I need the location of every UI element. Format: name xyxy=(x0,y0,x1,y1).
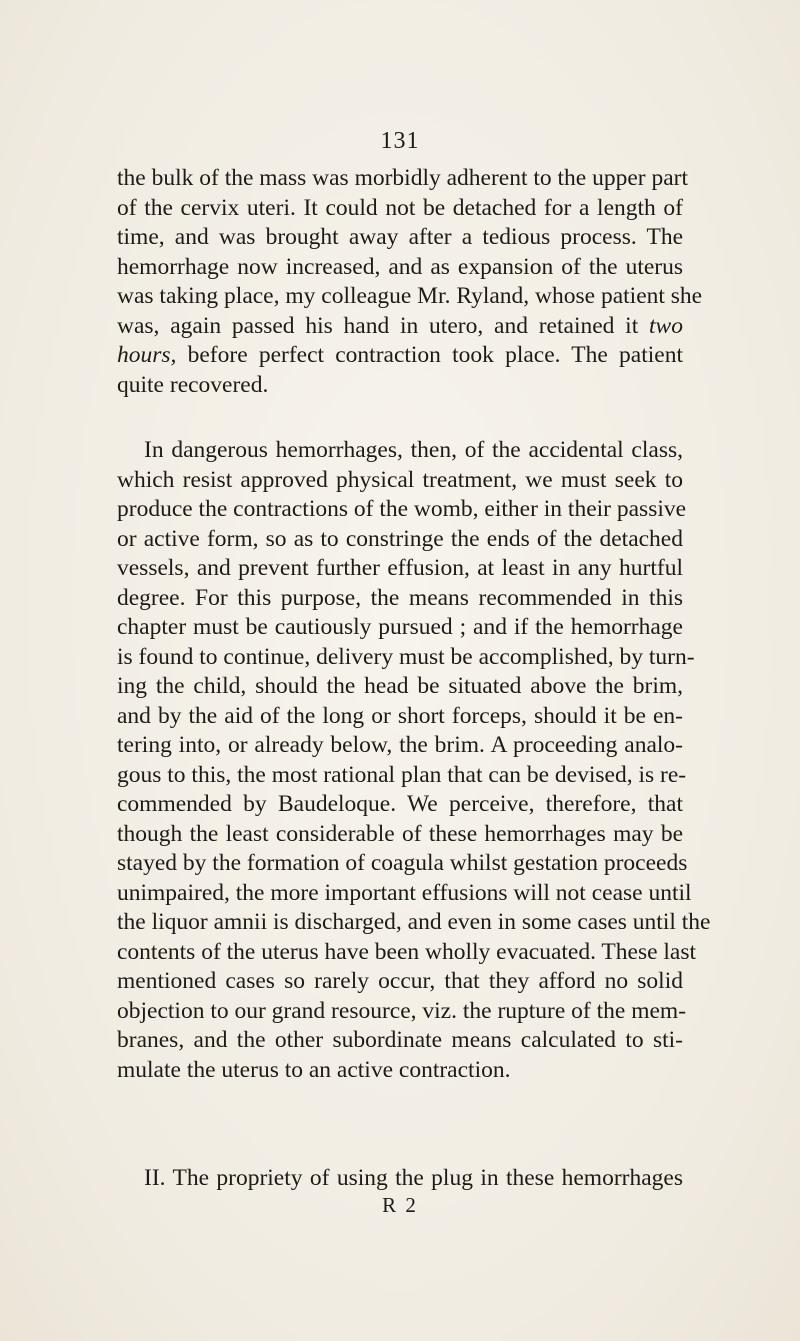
text-line: chapter must be cautiously pursued ; and if the hemorrhage xyxy=(117,614,683,640)
text-line: ing the child, should the head be situated above the brim, xyxy=(117,673,683,699)
text-line: the liquor amnii is discharged, and even in some cases until the xyxy=(117,909,711,935)
paragraph-3 xyxy=(117,1164,683,1194)
text-line: II. The propriety of using the plug in these hemorrhages xyxy=(144,1165,683,1191)
text-line xyxy=(117,341,683,371)
text-line: time, and was brought away after a tedious process. The xyxy=(117,224,683,250)
text-line: mulate the uterus to an active contraction. xyxy=(117,1056,511,1083)
text-line: In dangerous hemorrhages, then, of the accidental class, xyxy=(144,437,683,463)
paragraph-1 xyxy=(117,164,703,400)
text-line: the bulk of the mass was morbidly adherent to the upper part xyxy=(117,165,689,191)
text-line: gous to this, the most rational plan that can be devised, is re- xyxy=(117,761,687,788)
text-line xyxy=(117,312,683,342)
text-line: of the cervix uteri. It could not be detached for a length of xyxy=(117,194,683,221)
page-number: 131 xyxy=(380,128,420,154)
text-line: and by the aid of the long or short forceps, should it be en- xyxy=(117,702,683,729)
text-line: branes, and the other subordinate means calculated to sti- xyxy=(117,1027,683,1053)
text-line: mentioned cases so rarely occur, that they afford no solid xyxy=(117,968,683,994)
paragraph-2 xyxy=(117,436,711,1085)
text-line: was taking place, my colleague Mr. Ryland, whose patient she xyxy=(117,283,703,309)
text-line: objection to our grand resource, viz. the rupture of the mem- xyxy=(117,997,687,1024)
text-line: contents of the uterus have been wholly evacuated. These last xyxy=(117,938,697,965)
text-line: unimpaired, the more important effusions will not cease until xyxy=(117,879,692,906)
text-fragment: before perfect contraction took place. The patient xyxy=(176,342,683,368)
italic-text: two xyxy=(649,312,683,339)
signature-mark: R 2 xyxy=(382,1193,418,1217)
text-line: quite recovered. xyxy=(117,371,269,398)
text-line: tering into, or already below, the brim. A proceeding analo- xyxy=(117,732,683,758)
text-line: commended by Baudeloque. We perceive, therefore, that xyxy=(117,791,683,817)
text-line: stayed by the formation of coagula whilst gestation proceeds xyxy=(117,850,688,876)
text-line: hemorrhage now increased, and as expansion of the uterus xyxy=(117,253,683,280)
text-line: or active form, so as to constringe the ends of the detached xyxy=(117,525,683,552)
text-line: which resist approved physical treatment, we must seek to xyxy=(117,466,683,493)
text-line: though the least considerable of these hemorrhages may be xyxy=(117,820,683,847)
italic-text: hours, xyxy=(117,342,177,368)
text-line: vessels, and prevent further effusion, at least in any hurtful xyxy=(117,555,683,581)
text-line: produce the contractions of the womb, either in their passive xyxy=(117,496,687,522)
text-line: is found to continue, delivery must be accomplished, by turn- xyxy=(117,643,695,670)
text-fragment: was, again passed his hand in utero, and retained it xyxy=(117,312,650,339)
text-line: degree. For this purpose, the means recommended in this xyxy=(117,584,683,611)
